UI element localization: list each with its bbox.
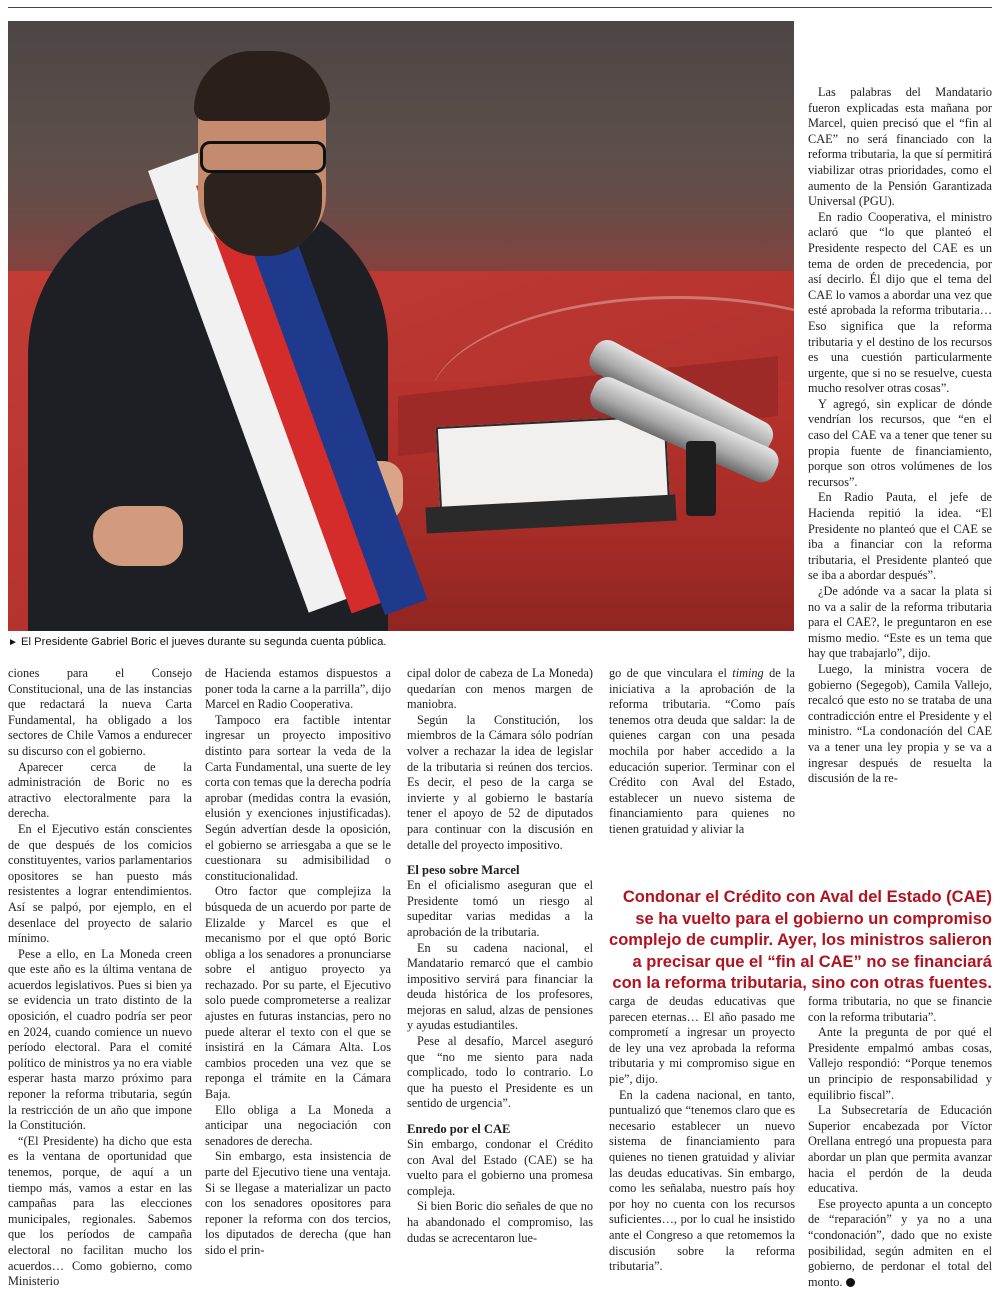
paragraph: Ante la pregunta de por qué el Presidente empalmó ambas cosas, Vallejo respondió: “Porque tenemos un principio de responsabilidad y equilibrio fiscal”. bbox=[808, 1025, 992, 1102]
paragraph bbox=[609, 666, 795, 838]
paragraph: Pese al desafío, Marcel aseguró que “no me siento para nada complicado, todo lo contrario. Lo que ha puesto el Presidente es un sentido de urgencia”. bbox=[407, 1034, 593, 1111]
column-5-top bbox=[808, 85, 992, 787]
subheading-marcel: El peso sobre Marcel bbox=[407, 863, 520, 878]
photo-caption-text: El Presidente Gabriel Boric el jueves durante su segunda cuenta pública. bbox=[20, 636, 387, 648]
paragraph: En el oficialismo aseguran que el Presidente tomó un riesgo al supeditar varias medidas a la aprobación de la tributaria. bbox=[407, 878, 593, 939]
paragraph: Aparecer cerca de la administración de Boric no es atractivo electoralmente para la derecha. bbox=[8, 759, 192, 821]
paragraph: Si bien Boric dio señales de que no ha abandonado el compromiso, las dudas se acrecentaron lue- bbox=[407, 1199, 593, 1245]
subheading-cae: Enredo por el CAE bbox=[407, 1122, 511, 1137]
paragraph: Las palabras del Mandatario fueron explicadas esta mañana por Marcel, quien precisó que el “fin al CAE” no será financiado con la reforma tributaria, la que sí permitirá viabilizar otras prioridades, como el aumento de la Pensión Garantizada Universal (PGU). bbox=[808, 85, 992, 209]
paragraph: Pese a ello, en La Moneda creen que este año es la última ventana de acuerdos legislativos. Pues si bien ya se evidencia un trato distinto de la oposición, el cuadro podría ser peor en 2024, cuando comience un nuevo período electoral. Para el comité político de ministros ya no era viable esperar hasta marzo próximo para reponer la reforma tributaria, según la restricción de un año que impone la Constitución. bbox=[8, 946, 192, 1133]
paragraph: carga de deudas educativas que parecen eternas… El año pasado me comprometí a ingresar un proyecto de ley una vez aprobada la reforma tributaria y mi compromiso sigue en pie”, dijo. bbox=[609, 994, 795, 1086]
photo-microphone-stand bbox=[686, 441, 716, 516]
paragraph: Ello obliga a La Moneda a anticipar una negociación con senadores de derecha. bbox=[205, 1102, 391, 1148]
paragraph: En su cadena nacional, el Mandatario remarcó que el cambio impositivo servirá para financiar la deuda histórica de los profesores, mejoras en salud, alzas de pensiones y ayudas estudiantiles. bbox=[407, 940, 593, 1033]
paragraph-text: de la iniciativa a la aprobación de la reforma tributaria. “Como país tenemos otra deuda que saldar: la de quienes cargan con una pesada mochila por haber accedido a la educación superior. Terminar con el Crédito con Aval del Estado, establecer un nuevo sistema de financiamiento para quienes no tienen gratuidad y aliviar la bbox=[609, 666, 795, 836]
paragraph: forma tributaria, no que se financie con la reforma tributaria”. bbox=[808, 994, 992, 1024]
paragraph: “(El Presidente) ha dicho que esta es la ventana de oportunidad que tenemos, porque, de aquí a un tiempo más, vamos a estar en las campañas para las elecciones municipales, regionales. Sabemos que los períodos de campaña electoral no facilitan mucho los acuerdos… Como gobierno, como Ministerio bbox=[8, 1133, 192, 1289]
paragraph: Otro factor que complejiza la búsqueda de un acuerdo por parte de Elizalde y Marcel es que el mecanismo por el que optó Boric obliga a los senadores a pronunciarse sobre el antiguo proyecto ya rechazado. Por su parte, el Ejecutivo solo puede comprometerse a realizar ajustes en futuras instancias, pero no puede alterar el texto con el que se insistirá en la Cámara Alta. Los cambios proceden una vez que se reponga el trámite en la Cámara Baja. bbox=[205, 884, 391, 1102]
paragraph bbox=[808, 1197, 992, 1291]
photo-person-hand bbox=[93, 506, 183, 566]
paragraph: La Subsecretaría de Educación Superior encabezada por Víctor Orellana entregó una propuesta para abordar un plan que permita avanzar hacia el perdón de la deuda educativa. bbox=[808, 1103, 992, 1196]
paragraph-italic-term: timing bbox=[732, 666, 764, 680]
column-2 bbox=[205, 666, 391, 1259]
paragraph: Luego, la ministra vocera de gobierno (Segegob), Camila Vallejo, recalcó que esto no se trataba de una contradicción entre el Presidente y el ministro. “La condonación del CAE va a tener una ley propia y se va a ingresar después de resuelta la discusión de la re- bbox=[808, 661, 992, 786]
paragraph: Sin embargo, condonar el Crédito con Aval del Estado (CAE) se ha vuelto para el gobierno una promesa compleja. bbox=[407, 1137, 593, 1198]
paragraph: Sin embargo, esta insistencia de parte del Ejecutivo tiene una ventaja. Si se llegase a materializar un pacto con los senadores opositores para reponer la reforma con dos tercios, los diputados de derecha (que han sido el prin- bbox=[205, 1149, 391, 1257]
photo-person-glasses bbox=[200, 141, 326, 173]
column-3 bbox=[407, 666, 593, 1246]
paragraph: En Radio Pauta, el jefe de Hacienda repitió la idea. “El Presidente no planteó que el CAE se iba a financiar con la reforma tributaria, el Presidente planteó que se iba a abordar después”. bbox=[808, 490, 992, 583]
paragraph: cipal dolor de cabeza de La Moneda) quedarían con menos margen de maniobra. bbox=[407, 666, 593, 712]
column-5-bottom bbox=[808, 994, 992, 1290]
paragraph: En radio Cooperativa, el ministro aclaró que “lo que planteó el Presidente respecto del CAE es un tema de orden de precedencia, por así decirlo. Él dijo que el tema del CAE lo vamos a abordar una vez que esté aprobada la reforma tributaria… Eso significa que la reforma tributaria y el destino de los recursos es una cuestión particularmente urgente, que si no se resuelve, cuesta mucho resolver otras cosas”. bbox=[808, 209, 992, 396]
column-1 bbox=[8, 666, 192, 1290]
paragraph: En el Ejecutivo están conscientes de que después de los comicios constituyentes, varios parlamentarios opositores se han puesto más resistentes a lograr entendimientos. Así se palpó, por ejemplo, en el desenlace del proyecto de salario mínimo. bbox=[8, 821, 192, 946]
paragraph: Tampoco era factible intentar ingresar un proyecto impositivo distinto para sortear la veda de la Carta Fundamental, una suerte de ley corta con temas que la derecha podría aprobar (medidas contra la evasión, elusión y exenciones injustificadas). Según advertían desde la oposición, el gobierno se arriesgaba a que se le cuestionara su admisibilidad o constitucionalidad. bbox=[205, 712, 391, 883]
photo-caption bbox=[8, 636, 794, 648]
paragraph: ciones para el Consejo Constitucional, una de las instancias que redactará la nueva Carta Fundamental, ha obligado a los sectores de Chile Vamos a endurecer su discurso con el gobierno. bbox=[8, 666, 192, 758]
paragraph-text: Ese proyecto apunta a un concepto de “reparación” y ya no a una “condonación”, dado que no existe posibilidad, según admiten en el gobierno, de perdonar el total del monto. bbox=[808, 1196, 992, 1289]
paragraph: ¿De adónde va a sacar la plata si no va a salir de la reforma tributaria para el CAE?, le preguntaron en ese mismo medio. “Este es un tema que hay que trabajarlo”, dijo. bbox=[808, 584, 992, 661]
paragraph: En la cadena nacional, en tanto, puntualizó que “tenemos claro que es necesario establecer un nuevo sistema de financiamiento para quienes no tienen gratuidad y aliviar las deudas educativas. Sin embargo, como les señalaba, nuestro país hoy por hoy no cuenta con los recursos suficientes…, por lo cual he insistido ante el Congreso a que retomemos la discusión sobre la reforma tributaria”. bbox=[609, 1087, 795, 1274]
paragraph: de Hacienda estamos dispuestos a poner toda la carne a la parrilla”, dijo Marcel en Radio Cooperativa. bbox=[205, 666, 391, 712]
top-rule bbox=[8, 7, 992, 8]
column-4-bottom bbox=[609, 994, 795, 1275]
column-4-top bbox=[609, 666, 795, 838]
article-end-icon bbox=[846, 1278, 855, 1287]
news-photo bbox=[8, 21, 794, 631]
caption-arrow-icon: ► bbox=[8, 637, 18, 648]
paragraph-text: go de que vinculara el bbox=[609, 666, 733, 680]
paragraph: Según la Constitución, los miembros de la Cámara sólo podrían volver a rechazar la idea de legislar de la tributaria si reúnen dos tercios. Es decir, el peso de la carga se invierte y al gobierno le bastaría tener el apoyo de 52 de diputados para continuar con la discusión en detalle del proyecto impositivo. bbox=[407, 712, 593, 852]
paragraph: Y agregó, sin explicar de dónde vendrían los recursos, que “en el caso del CAE va a tener que tener su propia fuente de financiamiento, porque son otros volúmenes de los recursos”. bbox=[808, 396, 992, 489]
pull-quote: Condonar el Crédito con Aval del Estado (CAE) se ha vuelto para el gobierno un compromiso complejo de cumplir. Ayer, los ministros salieron a precisar que el “fin al CAE” no se financiará con la reforma tributaria, sino con otras fuentes. bbox=[609, 888, 992, 993]
